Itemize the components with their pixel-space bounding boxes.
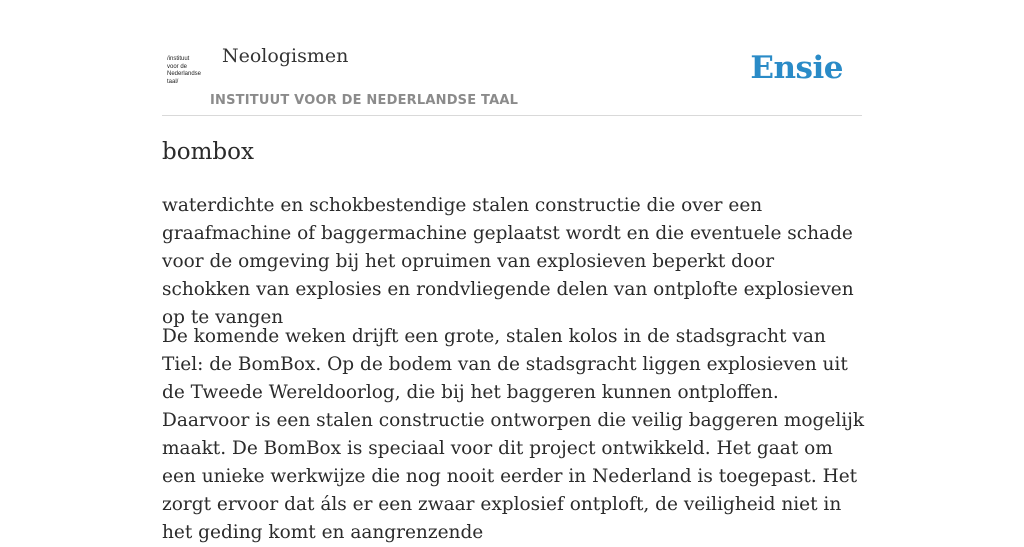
ensie-brand-link[interactable]: Ensie xyxy=(750,50,843,86)
entry-example: De komende weken drijft een grote, stalen kolos in de stadsgracht van Tiel: de BomBox. Op de bodem van de stadsgracht liggen explosieven uit de Tweede Wereldoorlog, die bij het baggeren kunnen ontploffen. Daarvoor is een stalen constructie ontworpen die veilig baggeren mogelijk maakt. De BomBox is speciaal voor dit project ontwikkeld. Het gaat om een unieke werkwijze die nog nooit eerder in Nederland is toegepast. Het zorgt ervoor dat áls er een zwaar explosief ontploft, de veiligheid niet in het geding komt en aangrenzende xyxy=(162,326,865,543)
entry-term: bombox xyxy=(162,139,254,165)
ivdnt-logo[interactable] xyxy=(167,56,211,86)
entry-definition: waterdichte en schokbestendige stalen constructie die over een graafmachine of baggermachine geplaatst wordt en die eventuele schade voor de omgeving bij het opruimen van explosieven beperkt door schokken van explosies en rondvliegende delen van ontplofte explosieven op te vangen xyxy=(162,195,854,328)
logo-line: Nederlandse xyxy=(167,71,202,77)
site-header xyxy=(162,0,862,116)
site-title-link[interactable]: Neologismen xyxy=(222,45,349,67)
logo-line: taal/ xyxy=(167,78,179,85)
org-name: INSTITUUT VOOR DE NEDERLANDSE TAAL xyxy=(210,93,519,108)
logo-line: /instituut xyxy=(167,56,190,62)
page xyxy=(162,0,865,543)
logo-line: voor de xyxy=(167,63,188,70)
